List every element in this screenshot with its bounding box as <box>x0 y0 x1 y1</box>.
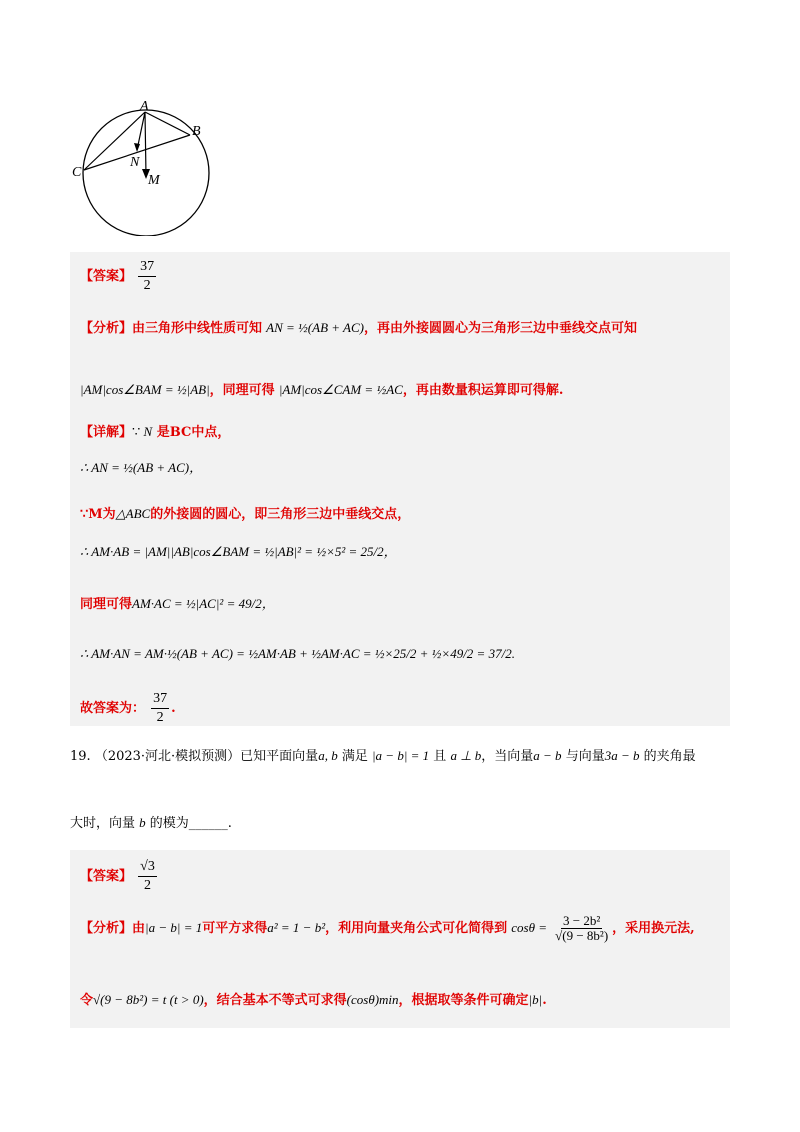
circle-triangle-diagram <box>68 96 218 236</box>
question-19-line-2: 大时，向量 b 的模为______. <box>70 815 232 831</box>
analysis-19-line-2: 令√(9 − 8b²) = t (t > 0)，结合基本不等式可求得(cosθ)min，根据取等条件可确定|b|. <box>80 992 547 1008</box>
answer-tag: 【答案】 <box>80 269 133 284</box>
question-19: 19. （2023·河北·模拟预测）已知平面向量a, b 满足 |a − b| = 1 且 a ⊥ b，当向量a − b 与向量3a − b 的夹角最 <box>70 748 696 764</box>
label-b: B <box>192 124 201 139</box>
vector-am <box>145 112 146 176</box>
detail-tag: 【详解】 <box>80 425 133 440</box>
segment-ab <box>145 112 190 135</box>
label-n: N <box>130 155 140 170</box>
label-a: A <box>140 99 149 114</box>
geometry-figure <box>68 96 218 236</box>
analysis-19-line-1: 【分析】由|a − b| = 1可平方求得a² = 1 − b²，利用向量夹角公式可化简得到 cosθ = $\frac{\text{3 − 2b²}}{\text{√(9 − 8b²)}}$ ，采用换元法, <box>80 913 695 943</box>
detail-line-2: ∴ AN = ½(AB + AC)， <box>80 460 203 475</box>
analysis-line-1: 【分析】由三角形中线性质可知 AN = ½(AB + AC)，再由外接圆圆心为三角形三边中垂线交点可知 <box>80 320 638 336</box>
final-answer-line-18: 故答案为： $\frac{37}{2}$ . <box>80 691 176 725</box>
analysis-tag: 【分析】 <box>80 321 133 336</box>
arrowhead-n <box>134 143 140 152</box>
answer-line-19: 【答案】 $\frac{√3}{2}$ <box>80 859 155 893</box>
answer-fraction: $\frac{37}{2}$ <box>140 259 155 293</box>
label-m: M <box>148 173 160 188</box>
detail-line-6: ∴ AM·AN = AM·½(AB + AC) = ½AM·AB + ½AM·AC = ½×25/2 + ½×49/2 = 37/2. <box>80 646 515 661</box>
detail-line-3: ∵M为△ABC的外接圆的圆心，即三角形三边中垂线交点， <box>80 506 411 522</box>
formula-cam: |AM|cos∠CAM = ½AC <box>278 382 403 397</box>
formula-bam: |AM|cos∠BAM = ½|AB| <box>80 382 210 397</box>
formula-an: AN = ½(AB + AC) <box>266 320 364 335</box>
detail-line-1: 【详解】∵ N 是BC中点， <box>80 424 231 440</box>
solution-box-18 <box>70 252 730 726</box>
answer-line-18 <box>80 258 158 295</box>
detail-line-5: 同理可得AM·AC = ½|AC|² = 49/2， <box>80 596 275 612</box>
solution-box-19 <box>70 850 730 1028</box>
label-c: C <box>72 165 82 180</box>
analysis-line-2: |AM|cos∠BAM = ½|AB|，同理可得 |AM|cos∠CAM = ½AC，再由数量积运算即可得解. <box>80 382 564 398</box>
detail-line-4: ∴ AM·AB = |AM||AB|cos∠BAM = ½|AB|² = ½×5² = 25/2， <box>80 544 397 559</box>
